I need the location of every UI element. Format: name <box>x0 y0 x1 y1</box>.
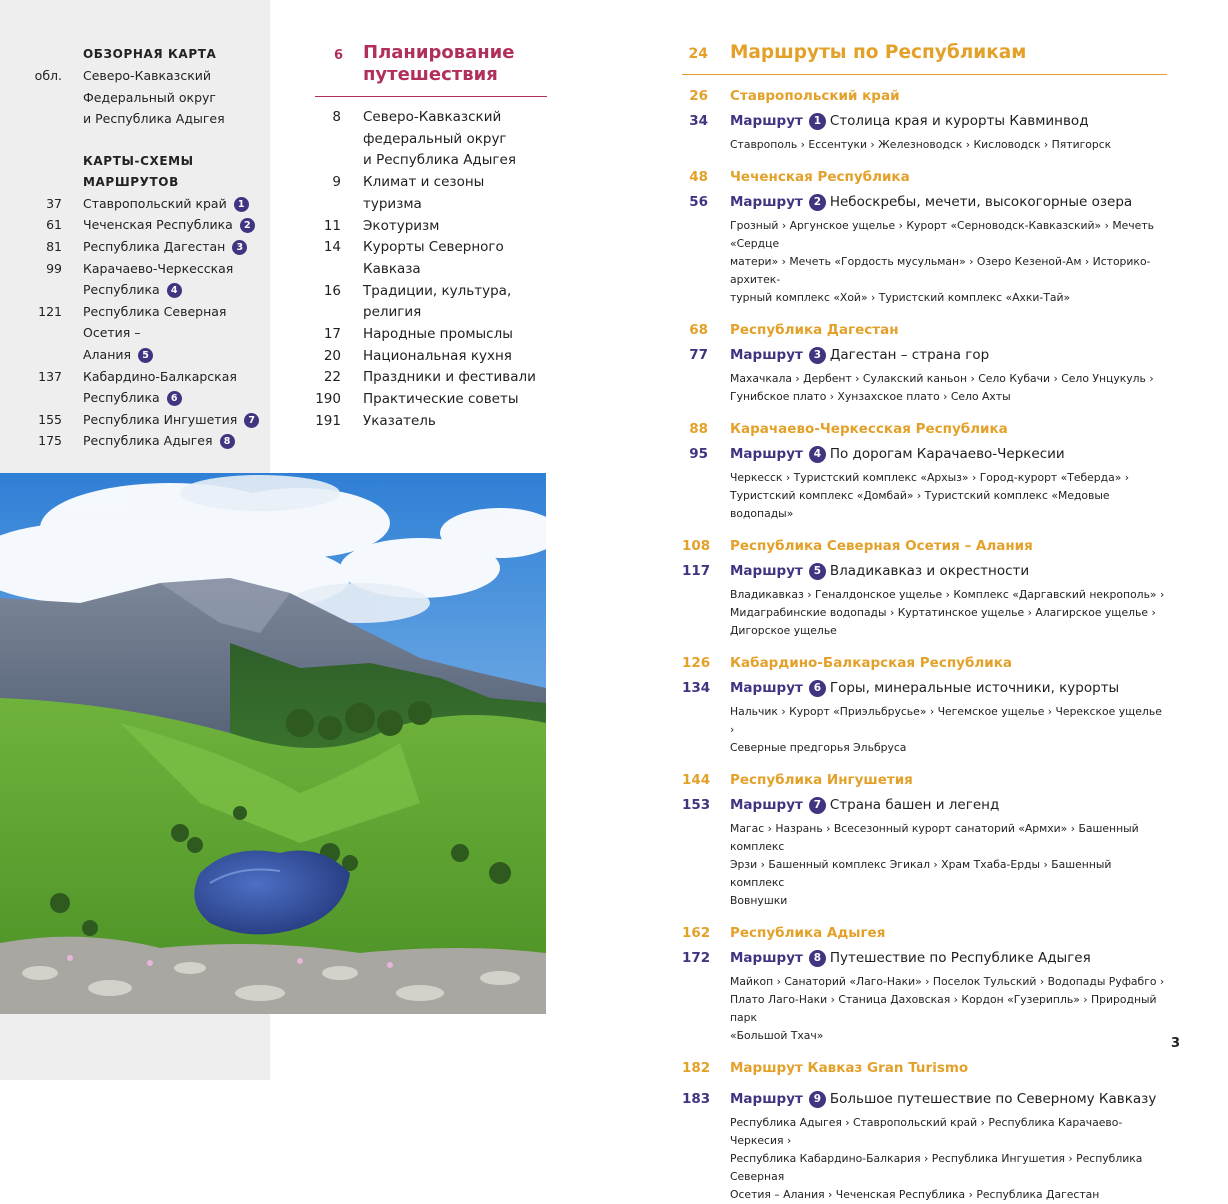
route-number-badge: 4 <box>809 446 826 463</box>
planning-title[interactable]: 6 Планирование путешествия <box>315 42 547 97</box>
route-map-item[interactable]: 175 Республика Адыгея 8 <box>0 430 270 452</box>
route-number-badge: 6 <box>809 680 826 697</box>
route-entry[interactable]: 34 Маршрут 1 Столица края и курорты Кавминвод <box>689 113 1089 129</box>
planning-item[interactable]: 17 Народные промыслы <box>323 326 513 343</box>
overview-row[interactable]: обл. Северо-Кавказский <box>34 68 211 83</box>
planning-item[interactable]: 8 Северо-Кавказский <box>332 109 502 125</box>
route-number-badge: 5 <box>809 563 826 580</box>
route-number-badge: 7 <box>809 797 826 814</box>
route-map-item-cont: Республика 4 <box>0 279 270 301</box>
route-number-badge: 7 <box>244 413 259 428</box>
planning-item[interactable]: 20 Национальная кухня <box>323 347 512 364</box>
route-entry[interactable]: 153 Маршрут 7 Страна башен и легенд <box>682 797 1000 813</box>
route-entry[interactable]: 117 Маршрут 5 Владикавказ и окрестности <box>682 563 1030 579</box>
route-stops: Грозный › Аргунское ущелье › Курорт «Серноводск-Кавказский» › Мечеть «Сердце матери» › Мечеть «Гордость мусульман» › Озеро Кезеной-Ам › Историко-архитек- турный комплекс «Хой» › Туристский комплекс «Ахки-Тай» <box>730 219 1154 304</box>
route-map-item[interactable]: 61 Чеченская Республика 2 <box>0 214 270 236</box>
planning-item: религия <box>363 304 422 321</box>
route-title: Страна башен и легенд <box>829 797 1000 813</box>
route-title: Дагестан – страна гор <box>829 347 990 363</box>
routes-title[interactable]: 24 Маршруты по Республикам <box>682 42 1167 75</box>
planning-item[interactable]: 16 Традиции, культура, <box>323 282 512 299</box>
planning-section <box>315 42 547 433</box>
route-map-item[interactable]: 121 Республика Северная Осетия – <box>38 303 227 341</box>
route-number-badge: 1 <box>809 113 826 130</box>
mountain-lake-photo <box>0 473 546 1014</box>
route-entry[interactable]: 172 Маршрут 8 Путешествие по Республике Адыгея <box>682 950 1091 966</box>
page-number: 3 <box>1170 1036 1180 1051</box>
planning-item[interactable]: 11 Экотуризм <box>323 217 440 234</box>
route-map-item-cont: Республика 6 <box>0 387 270 409</box>
route-maps-heading-2: МАРШРУТОВ <box>83 174 179 189</box>
region-heading[interactable]: 26 Ставропольский край <box>689 88 900 104</box>
planning-item[interactable]: 191 Указатель <box>315 412 436 429</box>
route-maps-heading: КАРТЫ-СХЕМЫ <box>83 153 194 168</box>
route-entry[interactable]: 77 Маршрут 3 Дагестан – страна гор <box>689 347 990 363</box>
planning-list <box>315 107 547 433</box>
planning-item[interactable]: 14 Курорты Северного <box>323 239 504 256</box>
region-heading[interactable]: 126 Кабардино-Балкарская Республика <box>682 655 1013 671</box>
routes-section <box>682 42 1167 1204</box>
route-stops: Республика Адыгея › Ставропольский край › Республика Карачаево-Черкесия › Республика Кабардино-Балкария › Республика Ингушетия › Республика Северная Осетия – Алания › Чеченская Республика › Республика Дагестан <box>730 1116 1143 1201</box>
route-stops: Владикавказ › Геналдонское ущелье › Комплекс «Даргавский некрополь» › Мидаграбинские водопады › Куртатинское ущелье › Алагирское ущелье › Дигорское ущелье <box>730 588 1165 637</box>
route-title: Небоскребы, мечети, высокогорные озера <box>829 194 1133 210</box>
route-number-badge: 2 <box>240 218 255 233</box>
overview-heading: ОБЗОРНАЯ КАРТА <box>83 47 217 61</box>
route-stops: Махачкала › Дербент › Сулакский каньон › Село Кубачи › Село Унцукуль › Гунибское плато › Хунзахское плато › Село Ахты <box>730 372 1154 403</box>
route-number-badge: 3 <box>232 240 247 255</box>
region-heading[interactable]: 182 Маршрут Кавказ Gran Turismo <box>682 1060 969 1076</box>
route-map-item[interactable]: 37 Ставропольский край 1 <box>0 193 270 215</box>
route-map-item[interactable]: 137 Кабардино-Балкарская <box>38 368 237 384</box>
region-heading[interactable]: 88 Карачаево-Черкесская Республика <box>689 421 1008 437</box>
planning-item: и Республика Адыгея <box>363 152 516 169</box>
route-entry[interactable]: 95 Маршрут 4 По дорогам Карачаево-Черкесии <box>689 446 1065 462</box>
route-number-badge: 9 <box>809 1091 826 1108</box>
route-title: Путешествие по Республике Адыгея <box>829 950 1091 966</box>
route-title: По дорогам Карачаево-Черкесии <box>829 446 1065 462</box>
planning-item[interactable]: 22 Праздники и фестивали <box>323 369 536 386</box>
route-stops: Нальчик › Курорт «Приэльбрусье» › Чегемское ущелье › Черекское ущелье › Северные предгорья Эльбруса <box>730 705 1162 754</box>
route-number-badge: 8 <box>809 950 826 967</box>
route-number-badge: 6 <box>167 391 182 406</box>
region-heading[interactable]: 68 Республика Дагестан <box>689 322 899 338</box>
planning-item: федеральный округ <box>363 130 507 147</box>
route-map-item[interactable]: 99 Карачаево-Черкесская <box>46 260 234 276</box>
planning-item: Кавказа <box>363 260 421 277</box>
route-title: Владикавказ и окрестности <box>829 563 1030 579</box>
route-title: Столица края и курорты Кавминвод <box>829 113 1089 129</box>
planning-item[interactable]: 9 Климат и сезоны туризма <box>332 174 485 212</box>
route-number-badge: 3 <box>809 347 826 364</box>
planning-item[interactable]: 190 Практические советы <box>315 391 519 408</box>
route-entry[interactable]: 134 Маршрут 6 Горы, минеральные источники, курорты <box>682 680 1120 696</box>
route-stops: Майкоп › Санаторий «Лаго-Наки» › Поселок Тульский › Водопады Руфабго › Плато Лаго-Наки › Станица Даховская › Кордон «Гузерипль» › Природный парк «Большой Тхач» <box>730 975 1165 1042</box>
route-map-item[interactable]: 155 Республика Ингушетия 7 <box>0 409 270 431</box>
route-title: Большое путешествие по Северному Кавказу <box>829 1091 1157 1107</box>
region-heading[interactable]: 144 Республика Ингушетия <box>682 772 913 788</box>
maps-index <box>0 44 270 452</box>
route-number-badge: 5 <box>138 348 153 363</box>
overview-row: Федеральный округ <box>83 89 216 105</box>
route-number-badge: 8 <box>220 434 235 449</box>
region-heading[interactable]: 162 Республика Адыгея <box>682 925 886 941</box>
region-heading[interactable]: 48 Чеченская Республика <box>689 169 910 185</box>
route-entry[interactable]: 183 Маршрут 9 Большое путешествие по Северному Кавказу <box>682 1091 1157 1107</box>
route-title: Горы, минеральные источники, курорты <box>829 680 1120 696</box>
routes-list <box>682 87 1167 1204</box>
route-stops: Ставрополь › Ессентуки › Железноводск › Кисловодск › Пятигорск <box>730 138 1112 151</box>
route-number-badge: 4 <box>167 283 182 298</box>
route-entry[interactable]: 56 Маршрут 2 Небоскребы, мечети, высокогорные озера <box>689 194 1133 210</box>
route-stops: Черкесск › Туристский комплекс «Архыз» › Город-курорт «Теберда» › Туристский комплекс «Домбай» › Туристский комплекс «Медовые водопады» <box>730 471 1130 520</box>
route-maps-list <box>0 193 270 452</box>
route-map-item-cont: Алания 5 <box>0 344 270 366</box>
route-number-badge: 2 <box>809 194 826 211</box>
route-map-item[interactable]: 81 Республика Дагестан 3 <box>0 236 270 258</box>
route-number-badge: 1 <box>234 197 249 212</box>
route-stops: Магас › Назрань › Всесезонный курорт санаторий «Армхи» › Башенный комплекс Эрзи › Башенный комплекс Эгикал › Храм Тхаба-Ерды › Башенный комплекс Вовнушки <box>730 822 1139 907</box>
overview-row: и Республика Адыгея <box>83 111 225 127</box>
region-heading[interactable]: 108 Республика Северная Осетия – Алания <box>682 538 1033 554</box>
